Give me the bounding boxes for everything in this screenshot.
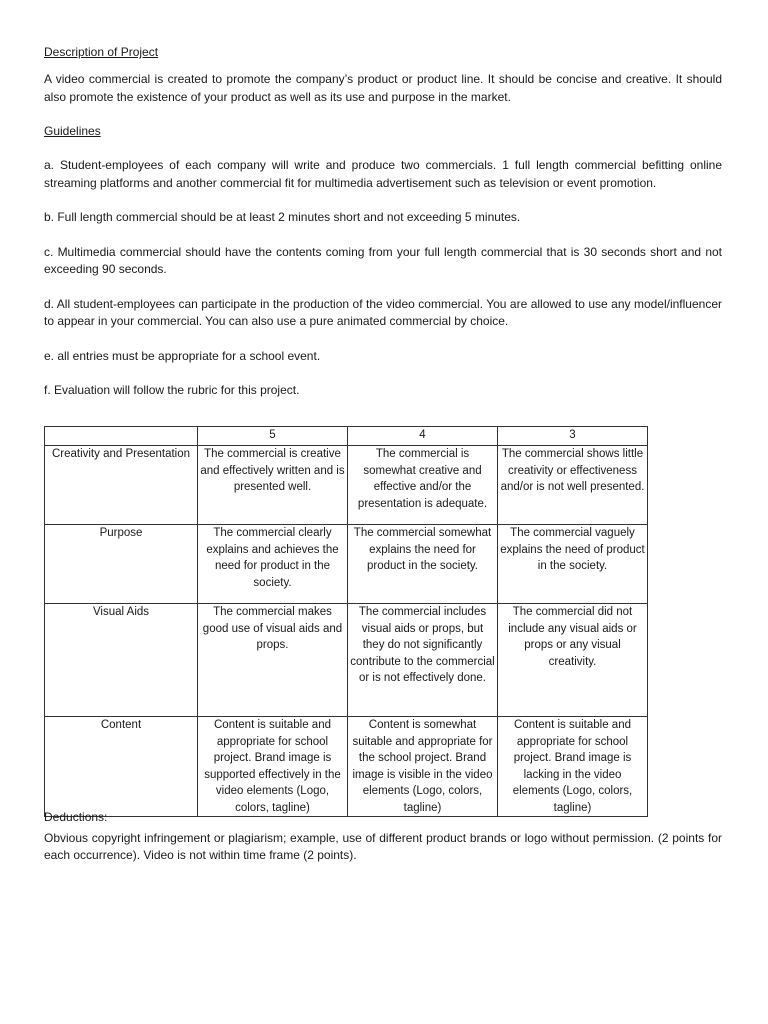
rubric-cell: The commercial vaguely explains the need of product in the society.: [498, 525, 648, 604]
rubric-cell: Content is suitable and appropriate for school project. Brand image is lacking in the video elements (Logo, colors, tagline): [498, 717, 648, 817]
guideline-d: d. All student-employees can participate in the production of the video commercial. You are allowed to use any model/influencer to appear in your commercial. You can also use a pure animated commercial by choice.: [44, 296, 722, 328]
deductions-heading: Deductions:: [44, 810, 108, 824]
rubric-header-score-5: 5: [198, 427, 348, 446]
description-text: A video commercial is created to promote the company’s product or product line. It should be concise and creative. It should also promote the existence of your product as well as its use and purpose in the market.: [44, 72, 722, 104]
rubric-cell: The commercial somewhat explains the need for product in the society.: [348, 525, 498, 604]
rubric-criterion: Purpose: [45, 525, 198, 604]
guidelines-heading: Guidelines: [44, 124, 101, 138]
rubric-cell: The commercial is creative and effectively written and is presented well.: [198, 446, 348, 525]
rubric-header-row: [45, 427, 648, 446]
rubric-criterion: Creativity and Presentation: [45, 446, 198, 525]
deductions-section: [44, 809, 722, 865]
rubric-cell: The commercial did not include any visual aids or props or any visual creativity.: [498, 604, 648, 717]
rubric-cell: Content is suitable and appropriate for school project. Brand image is supported effectively in the video elements (Logo, colors, tagline): [198, 717, 348, 817]
table-row: [45, 446, 648, 525]
table-row: [45, 717, 648, 817]
rubric-cell: The commercial shows little creativity or effectiveness and/or is not well presented.: [498, 446, 648, 525]
description-heading: Description of Project: [44, 45, 159, 59]
document-body: [44, 44, 722, 400]
rubric-cell: The commercial clearly explains and achieves the need for product in the society.: [198, 525, 348, 604]
rubric-criterion: Visual Aids: [45, 604, 198, 717]
guideline-a: a. Student-employees of each company will write and produce two commercials. 1 full length commercial befitting online streaming platforms and another commercial fit for multimedia advertisement such as television or event promotion.: [44, 158, 722, 190]
rubric-header-blank: [45, 427, 198, 446]
table-row: [45, 604, 648, 717]
guideline-c: c. Multimedia commercial should have the contents coming from your full length commercial that is 30 seconds short and not exceeding 90 seconds.: [44, 244, 722, 276]
rubric-cell: The commercial makes good use of visual aids and props.: [198, 604, 348, 717]
rubric-cell: The commercial is somewhat creative and effective and/or the presentation is adequate.: [348, 446, 498, 525]
rubric-cell: The commercial includes visual aids or props, but they do not significantly contribute to the commercial or is not effectively done.: [348, 604, 498, 717]
guideline-e: e. all entries must be appropriate for a school event.: [44, 348, 321, 363]
deductions-text: Obvious copyright infringement or plagiarism; example, use of different product brands or logo without permission. (2 points for each occurrence). Video is not within time frame (2 points).: [44, 830, 722, 862]
rubric-header-score-4: 4: [348, 427, 498, 446]
rubric-criterion: Content: [45, 717, 198, 817]
guideline-f: f. Evaluation will follow the rubric for this project.: [44, 383, 300, 397]
table-row: [45, 525, 648, 604]
rubric-cell: Content is somewhat suitable and appropriate for the school project. Brand image is visible in the video elements (Logo, colors, tagline): [348, 717, 498, 817]
rubric-table: [44, 426, 648, 817]
guideline-b: b. Full length commercial should be at least 2 minutes short and not exceeding 5 minutes.: [44, 210, 521, 224]
rubric-header-score-3: 3: [498, 427, 648, 446]
